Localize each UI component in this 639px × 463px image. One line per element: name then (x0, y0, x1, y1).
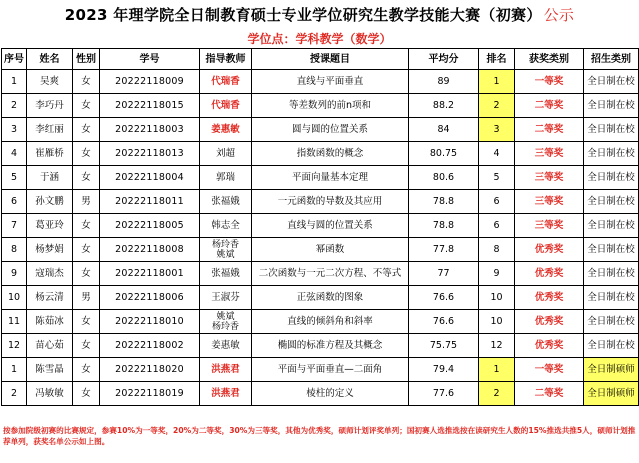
cell-no[interactable]: 3 (2, 118, 27, 142)
cell-rank[interactable]: 10 (479, 310, 515, 334)
cell-score[interactable]: 77.6 (409, 382, 479, 406)
title-main: 2023 年理学院全日制教育硕士专业学位研究生教学技能大赛（初赛） (64, 5, 542, 24)
cell-no[interactable]: 7 (2, 214, 27, 238)
cell-topic[interactable]: 指数函数的概念 (252, 142, 409, 166)
col-header-award[interactable]: 获奖类别 (515, 49, 584, 70)
cell-name[interactable]: 李巧丹 (27, 94, 73, 118)
cell-student-id[interactable]: 20222118006 (100, 286, 200, 310)
cell-teacher[interactable] (200, 238, 252, 262)
cell-rank[interactable]: 2 (479, 382, 515, 406)
cell-no[interactable]: 9 (2, 262, 27, 286)
cell-category[interactable]: 全日制在校 (584, 118, 639, 142)
cell-gender[interactable]: 女 (73, 94, 100, 118)
cell-teacher[interactable]: 郭瑞 (200, 166, 252, 190)
table-row (2, 382, 639, 406)
degree-subtitle: 学位点：学科教学（数学） (247, 31, 392, 46)
cell-name[interactable]: 崔雁桥 (27, 142, 73, 166)
cell-topic[interactable]: 棱柱的定义 (252, 382, 409, 406)
cell-topic[interactable]: 直线的倾斜角和斜率 (252, 310, 409, 334)
cell-award[interactable]: 二等奖 (515, 118, 584, 142)
table-row (2, 118, 639, 142)
cell-award[interactable]: 三等奖 (515, 166, 584, 190)
cell-no[interactable]: 4 (2, 142, 27, 166)
cell-category[interactable]: 全日制在校 (584, 70, 639, 94)
cell-student-id[interactable]: 20222118015 (100, 94, 200, 118)
cell-rank[interactable]: 9 (479, 262, 515, 286)
cell-gender[interactable]: 女 (73, 310, 100, 334)
table-row (2, 310, 639, 334)
cell-category[interactable]: 全日制在校 (584, 166, 639, 190)
cell-no[interactable]: 10 (2, 286, 27, 310)
cell-teacher[interactable]: 王淑芬 (200, 286, 252, 310)
cell-gender[interactable]: 男 (73, 190, 100, 214)
cell-gender[interactable]: 女 (73, 262, 100, 286)
cell-award[interactable]: 三等奖 (515, 190, 584, 214)
table-row (2, 286, 639, 310)
cell-score[interactable]: 76.6 (409, 286, 479, 310)
cell-rank[interactable]: 3 (479, 118, 515, 142)
cell-no[interactable]: 2 (2, 382, 27, 406)
cell-topic[interactable]: 等差数列的前n项和 (252, 94, 409, 118)
header-row (2, 49, 639, 70)
cell-rank[interactable]: 4 (479, 142, 515, 166)
cell-teacher[interactable]: 洪燕君 (200, 382, 252, 406)
cell-name[interactable]: 陈茹冰 (27, 310, 73, 334)
cell-category[interactable]: 全日制在校 (584, 334, 639, 358)
cell-score[interactable]: 88.2 (409, 94, 479, 118)
col-header-category[interactable]: 招生类别 (584, 49, 639, 70)
cell-topic[interactable]: 圆与圆的位置关系 (252, 118, 409, 142)
cell-rank[interactable]: 12 (479, 334, 515, 358)
cell-score[interactable]: 84 (409, 118, 479, 142)
cell-gender[interactable]: 女 (73, 382, 100, 406)
cell-award[interactable]: 优秀奖 (515, 262, 584, 286)
cell-category[interactable]: 全日制硕师 (584, 382, 639, 406)
col-header-name[interactable]: 姓名 (27, 49, 73, 70)
cell-no[interactable]: 6 (2, 190, 27, 214)
cell-award[interactable]: 优秀奖 (515, 334, 584, 358)
footnote: 按参加院级初赛的比赛规定，参赛10%为一等奖，20%为二等奖，30%为三等奖，其他为优秀奖，硕师计划评奖单列；国初赛人选推选按在读研究生人数的15%推选共推5人，硕师计划推荐单列，获奖名单公示如上图。 (3, 426, 636, 446)
cell-name[interactable]: 寇瑞杰 (27, 262, 73, 286)
cell-gender[interactable]: 女 (73, 118, 100, 142)
cell-student-id[interactable]: 20222118009 (100, 70, 200, 94)
col-header-teacher[interactable]: 指导教师 (200, 49, 252, 70)
cell-name[interactable]: 李红丽 (27, 118, 73, 142)
cell-student-id[interactable]: 20222118002 (100, 334, 200, 358)
cell-category[interactable]: 全日制在校 (584, 286, 639, 310)
table-row (2, 70, 639, 94)
table-row (2, 142, 639, 166)
cell-category[interactable]: 全日制在校 (584, 238, 639, 262)
teacher-name: 姚斌 (216, 249, 235, 260)
cell-gender[interactable]: 女 (73, 358, 100, 382)
cell-gender[interactable]: 女 (73, 214, 100, 238)
cell-topic[interactable]: 椭圆的标准方程及其概念 (252, 334, 409, 358)
cell-name[interactable]: 苗心茹 (27, 334, 73, 358)
cell-rank[interactable]: 2 (479, 94, 515, 118)
cell-topic[interactable]: 幂函数 (252, 238, 409, 262)
cell-name[interactable]: 于涵 (27, 166, 73, 190)
cell-teacher[interactable] (200, 310, 252, 334)
cell-teacher[interactable]: 姜惠敏 (200, 118, 252, 142)
cell-student-id[interactable]: 20222118003 (100, 118, 200, 142)
cell-teacher[interactable]: 张福娥 (200, 190, 252, 214)
table-row (2, 166, 639, 190)
cell-student-id[interactable]: 20222118013 (100, 142, 200, 166)
cell-award[interactable]: 三等奖 (515, 214, 584, 238)
cell-student-id[interactable]: 20222118019 (100, 382, 200, 406)
teacher-name: 姚斌 (216, 311, 235, 322)
page-title (0, 0, 639, 28)
cell-score[interactable]: 76.6 (409, 310, 479, 334)
table-row (2, 334, 639, 358)
cell-topic[interactable]: 平面与平面垂直—二面角 (252, 358, 409, 382)
cell-student-id[interactable]: 20222118005 (100, 214, 200, 238)
cell-teacher[interactable]: 刘超 (200, 142, 252, 166)
cell-award[interactable]: 一等奖 (515, 70, 584, 94)
cell-teacher[interactable]: 代瑞香 (200, 94, 252, 118)
cell-score[interactable]: 80.6 (409, 166, 479, 190)
cell-teacher[interactable]: 张福娥 (200, 262, 252, 286)
table-row (2, 238, 639, 262)
cell-student-id[interactable]: 20222118020 (100, 358, 200, 382)
cell-award[interactable]: 二等奖 (515, 94, 584, 118)
cell-teacher[interactable]: 韩志全 (200, 214, 252, 238)
cell-student-id[interactable]: 20222118001 (100, 262, 200, 286)
table-row (2, 94, 639, 118)
col-header-no[interactable]: 序号 (2, 49, 27, 70)
cell-topic[interactable]: 直线与平面垂直 (252, 70, 409, 94)
col-header-student-id[interactable]: 学号 (100, 49, 200, 70)
cell-rank[interactable]: 6 (479, 214, 515, 238)
cell-topic[interactable]: 一元函数的导数及其应用 (252, 190, 409, 214)
cell-category[interactable]: 全日制在校 (584, 310, 639, 334)
teacher-name: 杨玲香 (211, 239, 239, 250)
cell-gender[interactable]: 男 (73, 286, 100, 310)
cell-rank[interactable]: 1 (479, 70, 515, 94)
cell-no[interactable]: 1 (2, 358, 27, 382)
cell-name[interactable]: 陈雪晶 (27, 358, 73, 382)
cell-rank[interactable]: 6 (479, 190, 515, 214)
col-header-score[interactable]: 平均分 (409, 49, 479, 70)
cell-score[interactable]: 80.75 (409, 142, 479, 166)
cell-name[interactable]: 葛亚玲 (27, 214, 73, 238)
cell-award[interactable]: 三等奖 (515, 142, 584, 166)
cell-gender[interactable]: 女 (73, 166, 100, 190)
cell-name[interactable]: 冯敏敏 (27, 382, 73, 406)
teacher-name: 杨玲香 (211, 321, 239, 332)
cell-category[interactable]: 全日制在校 (584, 190, 639, 214)
results-body (2, 70, 639, 406)
cell-award[interactable]: 一等奖 (515, 358, 584, 382)
cell-teacher[interactable]: 姜惠敏 (200, 334, 252, 358)
cell-topic[interactable]: 正弦函数的图象 (252, 286, 409, 310)
cell-award[interactable]: 二等奖 (515, 382, 584, 406)
cell-score[interactable]: 79.4 (409, 358, 479, 382)
table-row (2, 190, 639, 214)
cell-gender[interactable]: 女 (73, 334, 100, 358)
cell-score[interactable]: 77.8 (409, 238, 479, 262)
cell-score[interactable]: 89 (409, 70, 479, 94)
cell-rank[interactable]: 8 (479, 238, 515, 262)
table-row (2, 262, 639, 286)
cell-topic[interactable]: 二次函数与一元二次方程、不等式 (252, 262, 409, 286)
cell-teacher[interactable]: 代瑞香 (200, 70, 252, 94)
table-row (2, 358, 639, 382)
cell-no[interactable]: 2 (2, 94, 27, 118)
cell-gender[interactable]: 女 (73, 142, 100, 166)
cell-rank[interactable]: 1 (479, 358, 515, 382)
cell-score[interactable]: 77 (409, 262, 479, 286)
cell-no[interactable]: 5 (2, 166, 27, 190)
cell-name[interactable]: 孙文鹏 (27, 190, 73, 214)
cell-no[interactable]: 1 (2, 70, 27, 94)
title-notice: 公示 (543, 5, 575, 24)
cell-score[interactable]: 78.8 (409, 190, 479, 214)
cell-category[interactable]: 全日制在校 (584, 94, 639, 118)
cell-no[interactable]: 11 (2, 310, 27, 334)
cell-award[interactable]: 优秀奖 (515, 286, 584, 310)
cell-rank[interactable]: 5 (479, 166, 515, 190)
cell-gender[interactable]: 女 (73, 70, 100, 94)
cell-student-id[interactable]: 20222118011 (100, 190, 200, 214)
cell-score[interactable]: 75.75 (409, 334, 479, 358)
cell-student-id[interactable]: 20222118008 (100, 238, 200, 262)
cell-topic[interactable]: 平面向量基本定理 (252, 166, 409, 190)
cell-score[interactable]: 78.8 (409, 214, 479, 238)
cell-name[interactable]: 吴爽 (27, 70, 73, 94)
col-header-topic[interactable]: 授课题目 (252, 49, 409, 70)
cell-teacher[interactable]: 洪燕君 (200, 358, 252, 382)
cell-name[interactable]: 杨梦娟 (27, 238, 73, 262)
cell-category[interactable]: 全日制在校 (584, 262, 639, 286)
cell-student-id[interactable]: 20222118004 (100, 166, 200, 190)
cell-topic[interactable]: 直线与圆的位置关系 (252, 214, 409, 238)
cell-category[interactable]: 全日制在校 (584, 214, 639, 238)
results-table (1, 48, 639, 406)
cell-no[interactable]: 8 (2, 238, 27, 262)
cell-category[interactable]: 全日制在校 (584, 142, 639, 166)
cell-rank[interactable]: 10 (479, 286, 515, 310)
cell-award[interactable]: 优秀奖 (515, 310, 584, 334)
cell-name[interactable]: 杨云清 (27, 286, 73, 310)
cell-award[interactable]: 优秀奖 (515, 238, 584, 262)
cell-gender[interactable]: 女 (73, 238, 100, 262)
cell-category[interactable]: 全日制硕师 (584, 358, 639, 382)
cell-student-id[interactable]: 20222118010 (100, 310, 200, 334)
col-header-rank[interactable]: 排名 (479, 49, 515, 70)
col-header-gender[interactable]: 性别 (73, 49, 100, 70)
table-row (2, 214, 639, 238)
cell-no[interactable]: 12 (2, 334, 27, 358)
